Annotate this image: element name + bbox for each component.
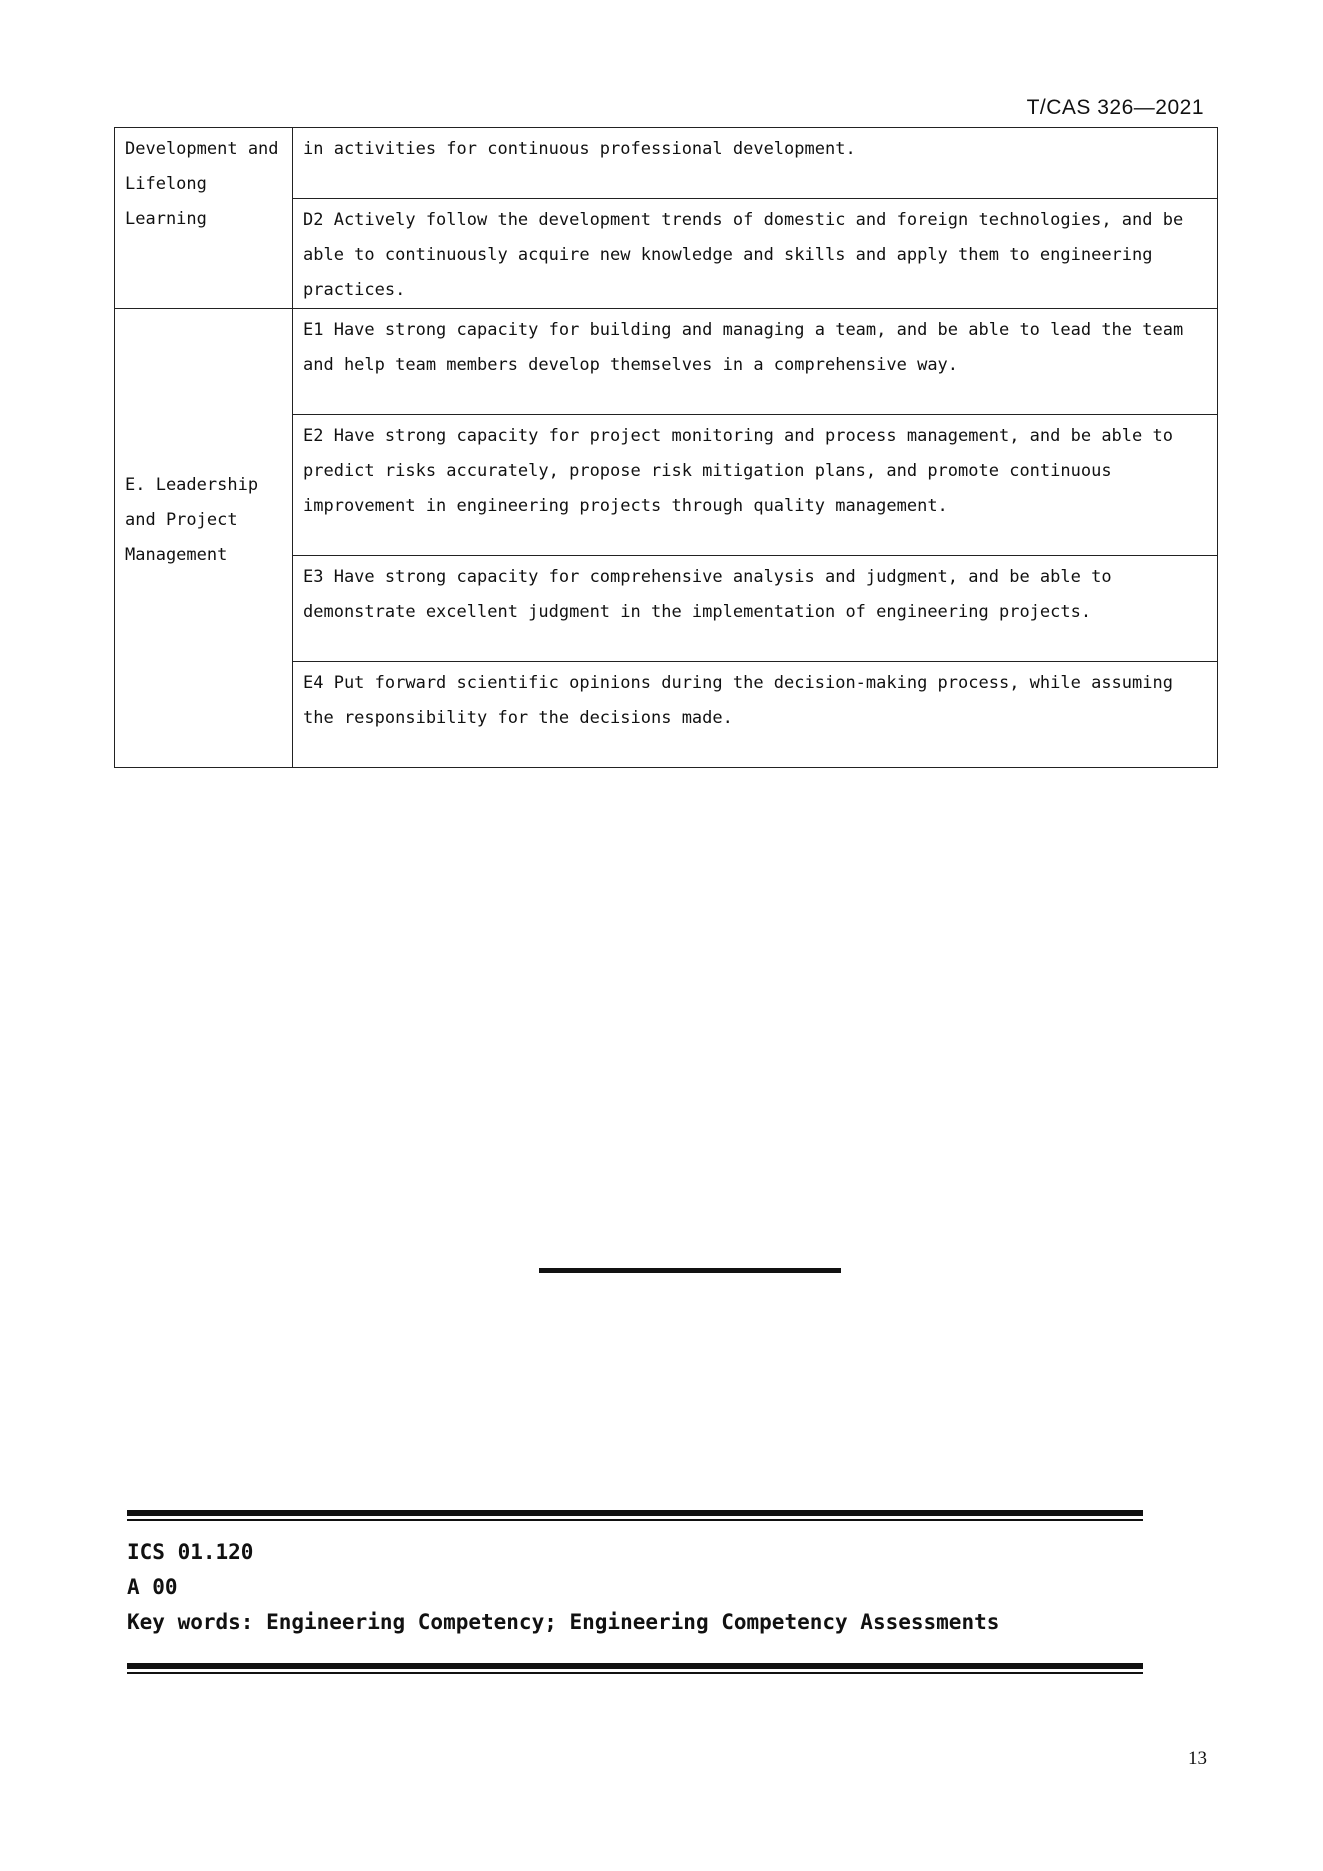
page-number: 13 — [1188, 1748, 1207, 1769]
category-line: E. Leadership — [125, 474, 259, 495]
classification-code: A 00 — [127, 1575, 178, 1599]
criterion-e1: E1 Have strong capacity for building and managing a team, and be able to lead the team and help team members develop themselves in a comprehensive way. — [293, 309, 1218, 415]
criterion-d1-continued: in activities for continuous professional development. — [293, 128, 1218, 199]
category-line: and Project — [125, 509, 238, 530]
meta-bottom-rule — [127, 1663, 1143, 1674]
thick-rule — [127, 1663, 1143, 1669]
category-line: Management — [125, 544, 228, 565]
thick-rule — [127, 1510, 1143, 1516]
category-cell-development — [115, 128, 293, 309]
ics-code: ICS 01.120 — [127, 1540, 254, 1564]
criterion-d2: D2 Actively follow the development trends of domestic and foreign technologies, and be able to continuously acquire new knowledge and skills and apply them to engineering practices. — [293, 199, 1218, 309]
table-row — [115, 128, 1218, 199]
criterion-e3: E3 Have strong capacity for comprehensive analysis and judgment, and be able to demonstrate excellent judgment in the implementation of engineering projects. — [293, 556, 1218, 662]
meta-top-rule — [127, 1510, 1143, 1521]
standard-code: T/CAS 326—2021 — [1026, 96, 1204, 119]
thin-rule — [127, 1519, 1143, 1521]
end-of-document-rule — [539, 1268, 841, 1273]
category-line: Learning — [125, 209, 207, 229]
competency-table — [114, 127, 1218, 768]
category-line: Lifelong — [125, 174, 207, 194]
category-line: Development and — [125, 139, 279, 159]
thin-rule — [127, 1672, 1143, 1674]
criterion-e4: E4 Put forward scientific opinions during the decision-making process, while assuming the responsibility for the decisions made. — [293, 662, 1218, 768]
criterion-e2: E2 Have strong capacity for project monitoring and process management, and be able to predict risks accurately, propose risk mitigation plans, and promote continuous improvement in engineering projects through quality management. — [293, 415, 1218, 556]
keywords: Key words: Engineering Competency; Engineering Competency Assessments — [127, 1610, 1000, 1634]
table-row — [115, 309, 1218, 415]
category-cell-leadership — [115, 309, 293, 768]
document-metadata — [127, 1535, 999, 1640]
